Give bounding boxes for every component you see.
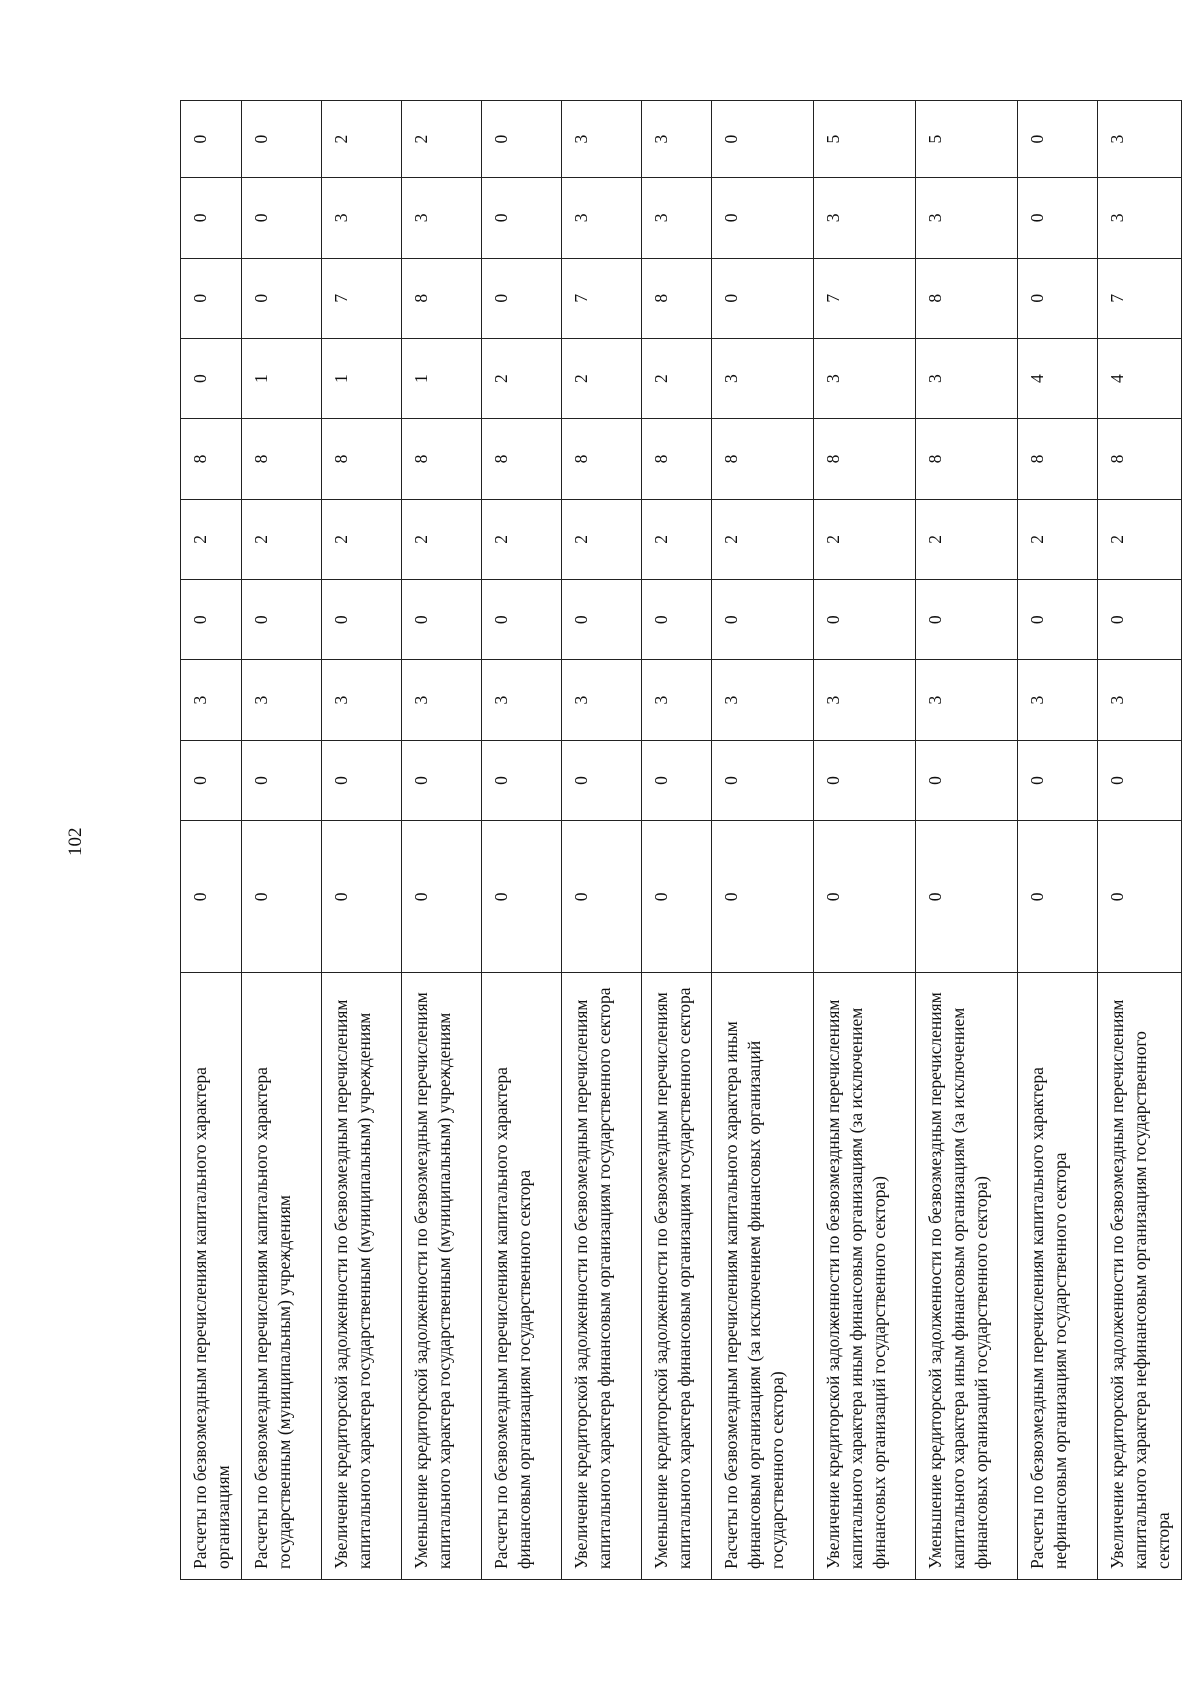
code-digit-cell: 0	[242, 821, 322, 973]
table-row	[642, 101, 712, 1580]
code-digit-cell: 2	[916, 499, 1018, 579]
table-body	[181, 101, 1182, 1580]
code-digit-cell: 0	[242, 101, 322, 178]
code-digit-cell: 0	[1018, 258, 1098, 338]
code-digit-cell: 5	[916, 101, 1018, 178]
code-digit-cell: 0	[1098, 740, 1182, 820]
code-digit-cell: 0	[482, 580, 562, 660]
code-digit-cell: 3	[642, 101, 712, 178]
code-digit-cell: 3	[562, 178, 642, 258]
code-digit-cell: 0	[712, 580, 814, 660]
table-container	[180, 100, 1174, 1580]
code-digit-cell: 2	[642, 499, 712, 579]
code-digit-cell: 0	[322, 821, 402, 973]
code-digit-cell: 3	[642, 660, 712, 740]
code-digit-cell: 0	[712, 101, 814, 178]
row-label: Уменьшение кредиторской задолженности по безвозмездным перечислениям капитального характера иным финансовым организациям (за исключением финансовых организаций государственного сектора)	[916, 973, 1018, 1580]
table-row	[242, 101, 322, 1580]
code-digit-cell: 3	[322, 178, 402, 258]
code-digit-cell: 8	[402, 258, 482, 338]
code-digit-cell: 0	[1018, 740, 1098, 820]
code-digit-cell: 8	[181, 419, 242, 499]
code-digit-cell: 0	[482, 821, 562, 973]
code-digit-cell: 3	[562, 660, 642, 740]
row-label: Расчеты по безвозмездным перечислениям капитального характера нефинансовым организациям государственного сектора	[1018, 973, 1098, 1580]
code-digit-cell: 0	[916, 821, 1018, 973]
table-row	[814, 101, 916, 1580]
row-label: Расчеты по безвозмездным перечислениям капитального характера иным финансовым организациям (за исключением финансовых организаций государственного сектора)	[712, 973, 814, 1580]
code-digit-cell: 2	[322, 499, 402, 579]
code-digit-cell: 0	[402, 821, 482, 973]
code-digit-cell: 0	[482, 740, 562, 820]
code-digit-cell: 2	[181, 499, 242, 579]
code-digit-cell: 0	[322, 580, 402, 660]
code-digit-cell: 2	[712, 499, 814, 579]
code-digit-cell: 8	[642, 258, 712, 338]
code-digit-cell: 3	[322, 660, 402, 740]
code-digit-cell: 3	[642, 178, 712, 258]
code-digit-cell: 0	[1098, 580, 1182, 660]
code-digit-cell: 0	[482, 101, 562, 178]
code-digit-cell: 0	[814, 580, 916, 660]
code-digit-cell: 0	[482, 258, 562, 338]
row-label: Увеличение кредиторской задолженности по безвозмездным перечислениям капитального характера иным финансовым организациям (за исключением финансовых организаций государственного сектора)	[814, 973, 916, 1580]
code-digit-cell: 3	[482, 660, 562, 740]
row-label: Расчеты по безвозмездным перечислениям капитального характера государственным (муниципальным) учреждениям	[242, 973, 322, 1580]
code-digit-cell: 0	[1098, 821, 1182, 973]
code-digit-cell: 8	[1018, 419, 1098, 499]
code-digit-cell: 8	[916, 419, 1018, 499]
code-digit-cell: 0	[181, 258, 242, 338]
row-label: Увеличение кредиторской задолженности по безвозмездным перечислениям капитального характера государственным (муниципальным) учреждениям	[322, 973, 402, 1580]
code-digit-cell: 0	[181, 178, 242, 258]
code-digit-cell: 3	[712, 660, 814, 740]
code-digit-cell: 2	[402, 499, 482, 579]
code-digit-cell: 3	[712, 338, 814, 418]
code-digit-cell: 1	[242, 338, 322, 418]
row-label: Уменьшение кредиторской задолженности по безвозмездным перечислениям капитального характера государственным (муниципальным) учреждениям	[402, 973, 482, 1580]
row-label: Увеличение кредиторской задолженности по безвозмездным перечислениям капитального характера финансовым организациям государственного сектора	[562, 973, 642, 1580]
row-label: Расчеты по безвозмездным перечислениям капитального характера организациям	[181, 973, 242, 1580]
table-row	[562, 101, 642, 1580]
code-digit-cell: 3	[814, 178, 916, 258]
code-digit-cell: 3	[1098, 178, 1182, 258]
code-digit-cell: 0	[712, 821, 814, 973]
code-digit-cell: 7	[322, 258, 402, 338]
code-digit-cell: 5	[814, 101, 916, 178]
code-digit-cell: 4	[1018, 338, 1098, 418]
code-digit-cell: 0	[642, 740, 712, 820]
code-digit-cell: 0	[916, 580, 1018, 660]
code-digit-cell: 8	[562, 419, 642, 499]
code-digit-cell: 0	[712, 178, 814, 258]
code-digit-cell: 0	[1018, 821, 1098, 973]
code-digit-cell: 2	[562, 499, 642, 579]
code-digit-cell: 1	[402, 338, 482, 418]
code-digit-cell: 3	[916, 660, 1018, 740]
code-digit-cell: 4	[1098, 338, 1182, 418]
code-digit-cell: 2	[322, 101, 402, 178]
code-digit-cell: 3	[916, 178, 1018, 258]
code-digit-cell: 0	[242, 740, 322, 820]
code-digit-cell: 3	[1018, 660, 1098, 740]
code-digit-cell: 1	[322, 338, 402, 418]
code-digit-cell: 2	[562, 338, 642, 418]
code-digit-cell: 0	[814, 740, 916, 820]
row-label: Увеличение кредиторской задолженности по безвозмездным перечислениям капитального характера нефинансовым организациям государственного сектора	[1098, 973, 1182, 1580]
code-digit-cell: 2	[242, 499, 322, 579]
code-digit-cell: 0	[712, 740, 814, 820]
code-digit-cell: 0	[242, 580, 322, 660]
code-digit-cell: 2	[402, 101, 482, 178]
code-digit-cell: 0	[242, 258, 322, 338]
code-digit-cell: 0	[181, 101, 242, 178]
code-digit-cell: 2	[482, 499, 562, 579]
rotated-table-wrapper	[180, 100, 1174, 1580]
table-row	[181, 101, 242, 1580]
code-digit-cell: 3	[1098, 660, 1182, 740]
code-digit-cell: 3	[814, 660, 916, 740]
code-digit-cell: 8	[642, 419, 712, 499]
table-row	[1018, 101, 1098, 1580]
code-digit-cell: 8	[402, 419, 482, 499]
code-digit-cell: 0	[181, 580, 242, 660]
table-row	[482, 101, 562, 1580]
table-row	[712, 101, 814, 1580]
code-digit-cell: 0	[916, 740, 1018, 820]
code-digit-cell: 2	[642, 338, 712, 418]
table-row	[322, 101, 402, 1580]
code-digit-cell: 0	[1018, 101, 1098, 178]
code-digit-cell: 2	[482, 338, 562, 418]
code-digit-cell: 0	[322, 740, 402, 820]
code-digit-cell: 8	[322, 419, 402, 499]
code-digit-cell: 0	[712, 258, 814, 338]
code-digit-cell: 0	[402, 580, 482, 660]
code-digit-cell: 3	[181, 660, 242, 740]
row-label: Уменьшение кредиторской задолженности по безвозмездным перечислениям капитального характера финансовым организациям государственного сектора	[642, 973, 712, 1580]
code-digit-cell: 3	[814, 338, 916, 418]
code-digit-cell: 0	[562, 580, 642, 660]
code-digit-cell: 2	[1018, 499, 1098, 579]
table-row	[1098, 101, 1182, 1580]
code-digit-cell: 7	[562, 258, 642, 338]
code-digit-cell: 0	[402, 740, 482, 820]
code-digit-cell: 3	[916, 338, 1018, 418]
code-digit-cell: 8	[712, 419, 814, 499]
code-digit-cell: 3	[562, 101, 642, 178]
code-digit-cell: 0	[482, 178, 562, 258]
row-label: Расчеты по безвозмездным перечислениям капитального характера финансовым организациям государственного сектора	[482, 973, 562, 1580]
code-digit-cell: 2	[814, 499, 916, 579]
code-digit-cell: 8	[814, 419, 916, 499]
code-digit-cell: 0	[181, 338, 242, 418]
accounts-table	[180, 100, 1182, 1580]
code-digit-cell: 8	[1098, 419, 1182, 499]
code-digit-cell: 8	[482, 419, 562, 499]
code-digit-cell: 7	[1098, 258, 1182, 338]
code-digit-cell: 2	[1098, 499, 1182, 579]
table-row	[402, 101, 482, 1580]
code-digit-cell: 0	[814, 821, 916, 973]
table-row	[916, 101, 1018, 1580]
code-digit-cell: 0	[562, 821, 642, 973]
code-digit-cell: 3	[402, 178, 482, 258]
code-digit-cell: 0	[181, 740, 242, 820]
page-number: 102	[65, 827, 86, 856]
code-digit-cell: 0	[242, 178, 322, 258]
code-digit-cell: 0	[1018, 178, 1098, 258]
code-digit-cell: 3	[242, 660, 322, 740]
code-digit-cell: 8	[916, 258, 1018, 338]
code-digit-cell: 0	[1018, 580, 1098, 660]
code-digit-cell: 0	[181, 821, 242, 973]
code-digit-cell: 7	[814, 258, 916, 338]
code-digit-cell: 8	[242, 419, 322, 499]
code-digit-cell: 0	[642, 580, 712, 660]
code-digit-cell: 0	[642, 821, 712, 973]
code-digit-cell: 3	[402, 660, 482, 740]
code-digit-cell: 0	[562, 740, 642, 820]
code-digit-cell: 3	[1098, 101, 1182, 178]
